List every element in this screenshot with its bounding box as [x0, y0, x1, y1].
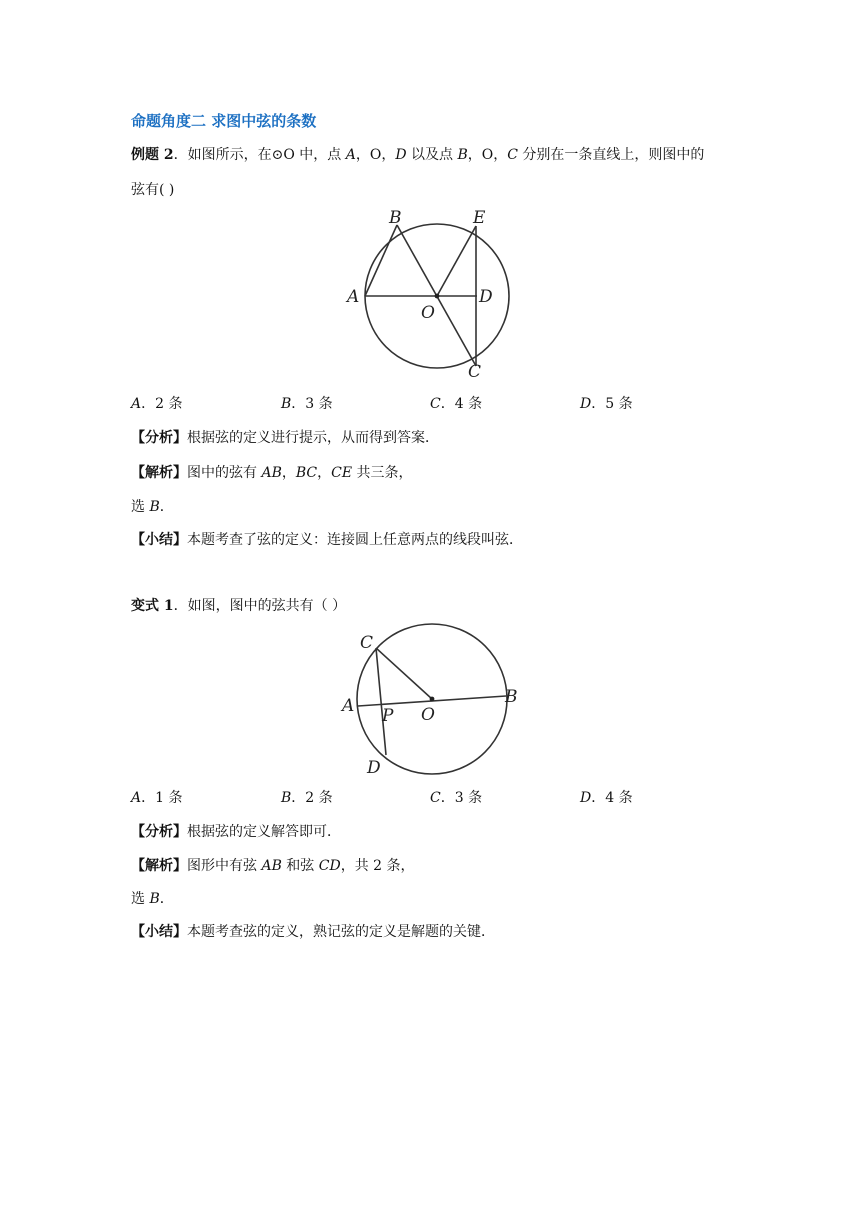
ex1-option-a[interactable]	[131, 394, 182, 414]
ex2-analysis	[131, 822, 341, 842]
ex1-stem-text: ，O，	[355, 147, 396, 163]
ex2-line-co	[376, 648, 432, 699]
ex2-stem	[131, 596, 346, 616]
analysis-tag: 【分析】	[131, 430, 187, 446]
option-letter: B	[281, 790, 292, 806]
ex2-label-d: D	[367, 758, 381, 778]
ex2-label-p: P	[382, 706, 394, 726]
option-text: ．2 条	[291, 790, 333, 806]
ex2-label: 变式 1	[131, 598, 174, 614]
ex1-label-a: A	[347, 287, 360, 307]
summary-text: 本题考查了弦的定义：连接圆上任意两点的线段叫弦．	[187, 532, 523, 548]
ex1-analysis	[131, 428, 439, 448]
solution-chord: CE	[331, 465, 353, 481]
ex2-label-a: A	[342, 696, 355, 716]
solution-tag: 【解析】	[131, 465, 187, 481]
solution-text: 共三条，	[352, 465, 413, 481]
ex2-label-c: C	[360, 633, 374, 653]
solution-text: ，共 2 条，	[340, 858, 415, 874]
ex1-choice	[131, 497, 174, 517]
ex2-option-b[interactable]	[281, 788, 333, 808]
ex1-option-c[interactable]	[430, 394, 482, 414]
choice-text: 选	[131, 891, 150, 907]
option-text: ．3 条	[291, 396, 333, 412]
option-text: ．2 条	[141, 396, 183, 412]
ex2-option-a[interactable]	[131, 788, 182, 808]
solution-text: 和弦	[281, 858, 319, 874]
option-letter: B	[281, 396, 292, 412]
analysis-text: 根据弦的定义解答即可．	[187, 824, 341, 840]
option-text: ．1 条	[141, 790, 183, 806]
solution-chord: CD	[318, 858, 341, 874]
ex1-option-b[interactable]	[281, 394, 333, 414]
solution-text: ，	[281, 465, 296, 481]
ex2-chord-cd	[376, 648, 386, 755]
ex1-stem-point: C	[507, 147, 518, 163]
analysis-text: 根据弦的定义进行提示，从而得到答案．	[187, 430, 439, 446]
ex1-line-oe	[437, 226, 476, 296]
solution-text: ，	[317, 465, 332, 481]
option-letter: A	[131, 396, 142, 412]
option-text: ．4 条	[591, 790, 633, 806]
summary-tag: 【小结】	[131, 924, 187, 940]
ex1-stem-text: ，O，	[467, 147, 508, 163]
summary-text: 本题考查弦的定义，熟记弦的定义是解题的关键．	[187, 924, 495, 940]
ex1-figure	[340, 205, 530, 380]
ex2-stem-text: ．如图，图中的弦共有（ ）	[173, 598, 347, 614]
ex1-stem-text: 以及点	[406, 147, 458, 163]
summary-tag: 【小结】	[131, 532, 187, 548]
ex2-option-c[interactable]	[430, 788, 482, 808]
option-letter: C	[430, 396, 441, 412]
ex2-choice	[131, 889, 174, 909]
solution-chord: AB	[261, 465, 282, 481]
ex2-summary	[131, 922, 495, 942]
ex1-stem-point: B	[457, 147, 468, 163]
choice-text: ．	[159, 499, 174, 515]
choice-text: ．	[159, 891, 174, 907]
solution-chord: BC	[295, 465, 318, 481]
choice-letter: B	[149, 499, 160, 515]
ex1-stem-line1	[131, 145, 704, 165]
solution-text: 图中的弦有	[187, 465, 262, 481]
option-letter: D	[580, 396, 592, 412]
ex1-stem-line2: 弦有( )	[131, 182, 175, 198]
option-text: ．5 条	[591, 396, 633, 412]
solution-text: 图形中有弦	[187, 858, 262, 874]
ex1-label-d: D	[479, 287, 493, 307]
ex2-option-d[interactable]	[580, 788, 633, 808]
ex1-label-e: E	[473, 208, 486, 228]
ex1-label-c: C	[468, 362, 482, 382]
ex1-label-o: O	[421, 303, 435, 323]
ex1-summary	[131, 530, 523, 550]
ex2-solution	[131, 856, 415, 876]
ex1-label-b: B	[389, 208, 402, 228]
ex1-center-dot	[435, 294, 440, 299]
choice-letter: B	[149, 891, 160, 907]
ex1-label: 例题 2	[131, 147, 174, 163]
ex2-center-dot	[430, 697, 435, 702]
analysis-tag: 【分析】	[131, 824, 187, 840]
choice-text: 选	[131, 499, 150, 515]
ex1-stem-text: ．如图所示，在⊙O 中，点	[173, 147, 346, 163]
ex2-label-b: B	[505, 687, 518, 707]
ex1-stem-point: A	[345, 147, 356, 163]
ex1-stem-point: D	[395, 147, 407, 163]
option-letter: A	[131, 790, 142, 806]
ex1-solution	[131, 463, 413, 483]
option-letter: D	[580, 790, 592, 806]
ex1-chord-ab	[365, 225, 397, 296]
section-title: 命题角度二 求图中弦的条数	[131, 112, 317, 130]
option-text: ．3 条	[440, 790, 483, 806]
option-text: ．4 条	[440, 396, 483, 412]
ex1-option-d[interactable]	[580, 394, 633, 414]
ex2-label-o: O	[421, 705, 435, 725]
solution-chord: AB	[261, 858, 282, 874]
ex1-stem-text: 分别在一条直线上，则图中的	[517, 147, 705, 163]
solution-tag: 【解析】	[131, 858, 187, 874]
ex2-figure	[335, 620, 535, 780]
option-letter: C	[430, 790, 441, 806]
